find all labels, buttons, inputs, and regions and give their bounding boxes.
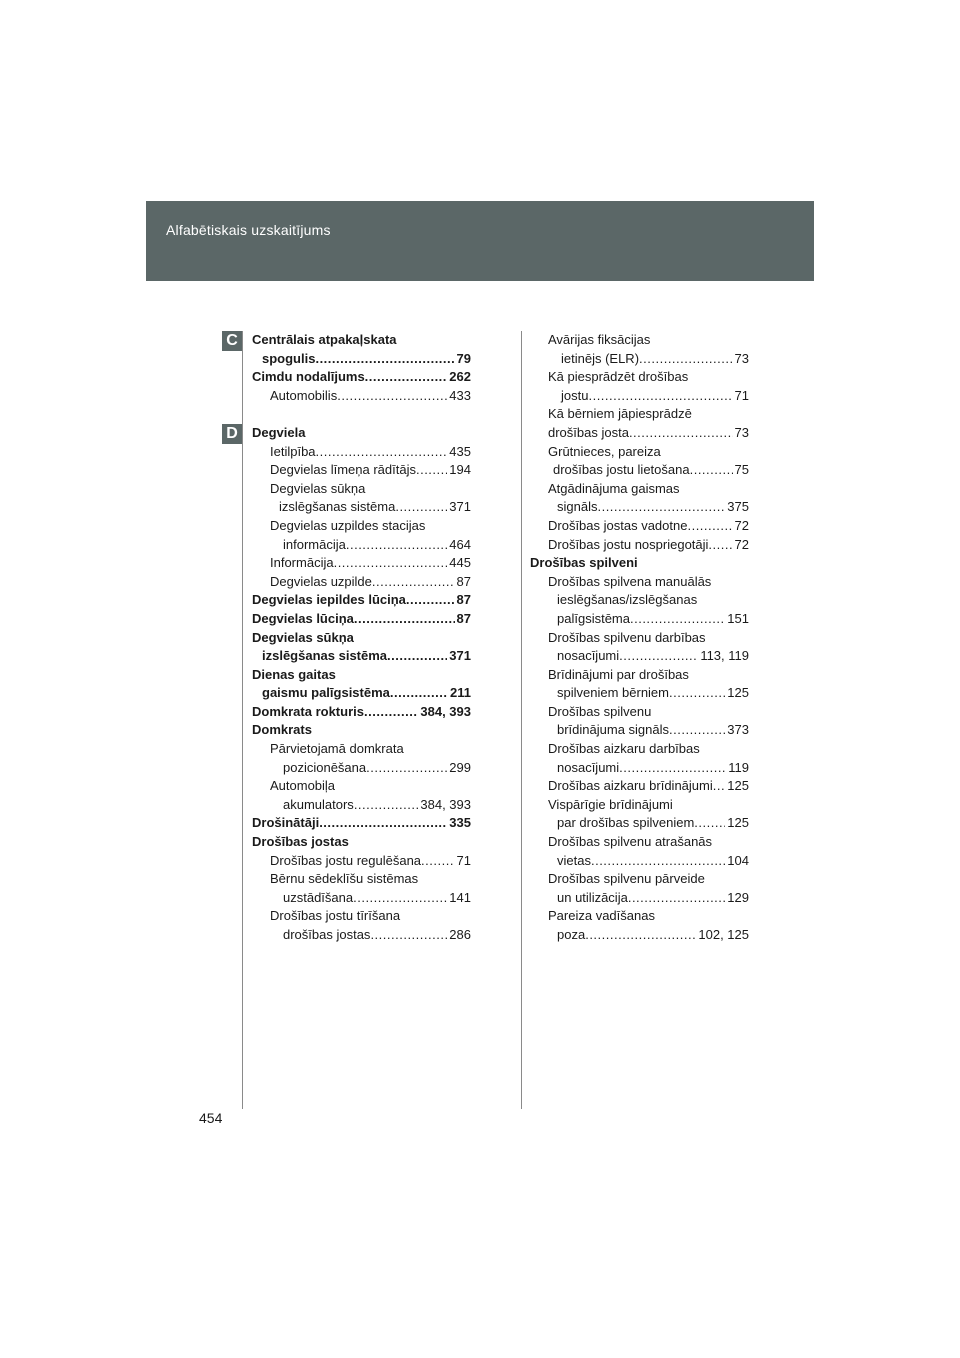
section-letter-c: C [222, 331, 242, 351]
index-entry: gaismu palīgsistēma ..... 211 [252, 684, 471, 703]
index-entry: Brīdinājumi par drošības [548, 666, 689, 682]
index-entry: Domkrata rokturis ..... 384, 393 [252, 703, 471, 722]
index-entry: Grūtnieces, pareiza [548, 443, 661, 459]
index-entry: spogulis ..... 79 [252, 350, 471, 369]
index-entry: drošības jostu lietošana ..... 75 [530, 461, 749, 480]
index-entry: Drošības aizkaru darbības [548, 741, 700, 757]
index-entry: Drošības spilvenu darbības [548, 629, 706, 645]
index-entry: Automobiļa [270, 778, 336, 794]
index-entry: ietinējs (ELR) ..... 73 [530, 350, 749, 369]
index-entry: Automobilis ..... 433 [252, 387, 471, 406]
index-entry: Ietilpība ..... 435 [252, 443, 471, 462]
index-entry: jostu ..... 71 [530, 387, 749, 406]
index-entry: Degviela [252, 424, 306, 440]
index-entry: Domkrats [252, 722, 312, 738]
index-entry: signāls ..... 375 [530, 498, 749, 517]
index-entry: nosacījumi ..... 119 [530, 759, 749, 778]
index-entry: Avārijas fiksācijas [548, 332, 651, 347]
index-entry: Degvielas sūkņa [252, 629, 354, 645]
index-entry: Degvielas līmeņa rādītājs ..... 194 [252, 461, 471, 480]
index-column-left [252, 331, 471, 945]
index-entry: vietas ..... 104 [530, 852, 749, 871]
index-entry: poza ..... 102, 125 [530, 926, 749, 945]
index-entry: Drošinātāji ..... 335 [252, 814, 471, 833]
index-entry: akumulators ..... 384, 393 [252, 796, 471, 815]
index-entry: Drošības spilvena manuālās [548, 573, 712, 589]
index-entry: Kā bērniem jāpiesprādzē [548, 406, 692, 422]
index-entry: par drošības spilveniem ..... 125 [530, 814, 749, 833]
index-entry: izslēgšanas sistēma ..... 371 [252, 498, 471, 517]
index-entry: Drošības aizkaru brīdinājumi ..... 125 [530, 777, 749, 796]
index-entry: pozicionēšana ..... 299 [252, 759, 471, 778]
index-entry: Drošības jostas [252, 834, 349, 850]
index-entry: Centrālais atpakaļskata [252, 332, 397, 347]
index-entry: Drošības spilvenu [548, 703, 652, 719]
index-entry: Bērnu sēdeklīšu sistēmas [270, 871, 419, 887]
page-header [146, 201, 814, 281]
index-entry: uzstādīšana ..... 141 [252, 889, 471, 908]
index-entry: spilveniem bērniem ..... 125 [530, 684, 749, 703]
index-entry: Cimdu nodalījums ..... 262 [252, 368, 471, 387]
index-entry: Drošības jostas vadotne ..... 72 [530, 517, 749, 536]
index-entry: Pareiza vadīšanas [548, 908, 655, 924]
index-entry: Degvielas sūkņa [270, 480, 366, 496]
index-entry: izslēgšanas sistēma ..... 371 [252, 647, 471, 666]
index-entry: Drošības jostu nospriegotāji ..... 72 [530, 536, 749, 555]
index-entry: Drošības spilvenu pārveide [548, 871, 705, 887]
page-number: 454 [199, 1110, 223, 1126]
column-divider-right [521, 331, 522, 1109]
index-entry: Vispārīgie brīdinājumi [548, 796, 673, 812]
index-entry: Drošības jostu tīrīšana [270, 908, 401, 924]
header-title: Alfabētiskais uzskaitījums [166, 222, 331, 238]
index-entry: Pārvietojamā domkrata [270, 741, 404, 757]
index-entry: drošības jostas ..... 286 [252, 926, 471, 945]
index-entry: palīgsistēma ..... 151 [530, 610, 749, 629]
index-entry: nosacījumi ..... 113, 119 [530, 647, 749, 666]
index-entry: ieslēgšanas/izslēgšanas [557, 592, 698, 608]
index-entry: Kā piesprādzēt drošības [548, 369, 689, 385]
index-entry: Informācija ..... 445 [252, 554, 471, 573]
index-entry: Degvielas lūciņa ..... 87 [252, 610, 471, 629]
index-entry: Atgādinājuma gaismas [548, 480, 680, 496]
index-column-right [530, 331, 749, 945]
index-entry: informācija ..... 464 [252, 536, 471, 555]
index-entry: Degvielas iepildes lūciņa ..... 87 [252, 591, 471, 610]
section-gap [252, 405, 471, 424]
section-letter-d: D [222, 424, 242, 444]
index-entry: drošības josta ..... 73 [530, 424, 749, 443]
index-entry: un utilizācija ..... 129 [530, 889, 749, 908]
index-entry: brīdinājuma signāls ..... 373 [530, 721, 749, 740]
index-entry: Degvielas uzpilde ..... 87 [252, 573, 471, 592]
column-divider-left [242, 331, 243, 1109]
index-entry: Drošības spilvenu atrašanās [548, 834, 713, 850]
index-entry: Drošības jostu regulēšana ..... 71 [252, 852, 471, 871]
index-entry: Degvielas uzpildes stacijas [270, 517, 426, 533]
index-entry: Dienas gaitas [252, 666, 336, 682]
index-entry: Drošības spilveni [530, 555, 638, 571]
